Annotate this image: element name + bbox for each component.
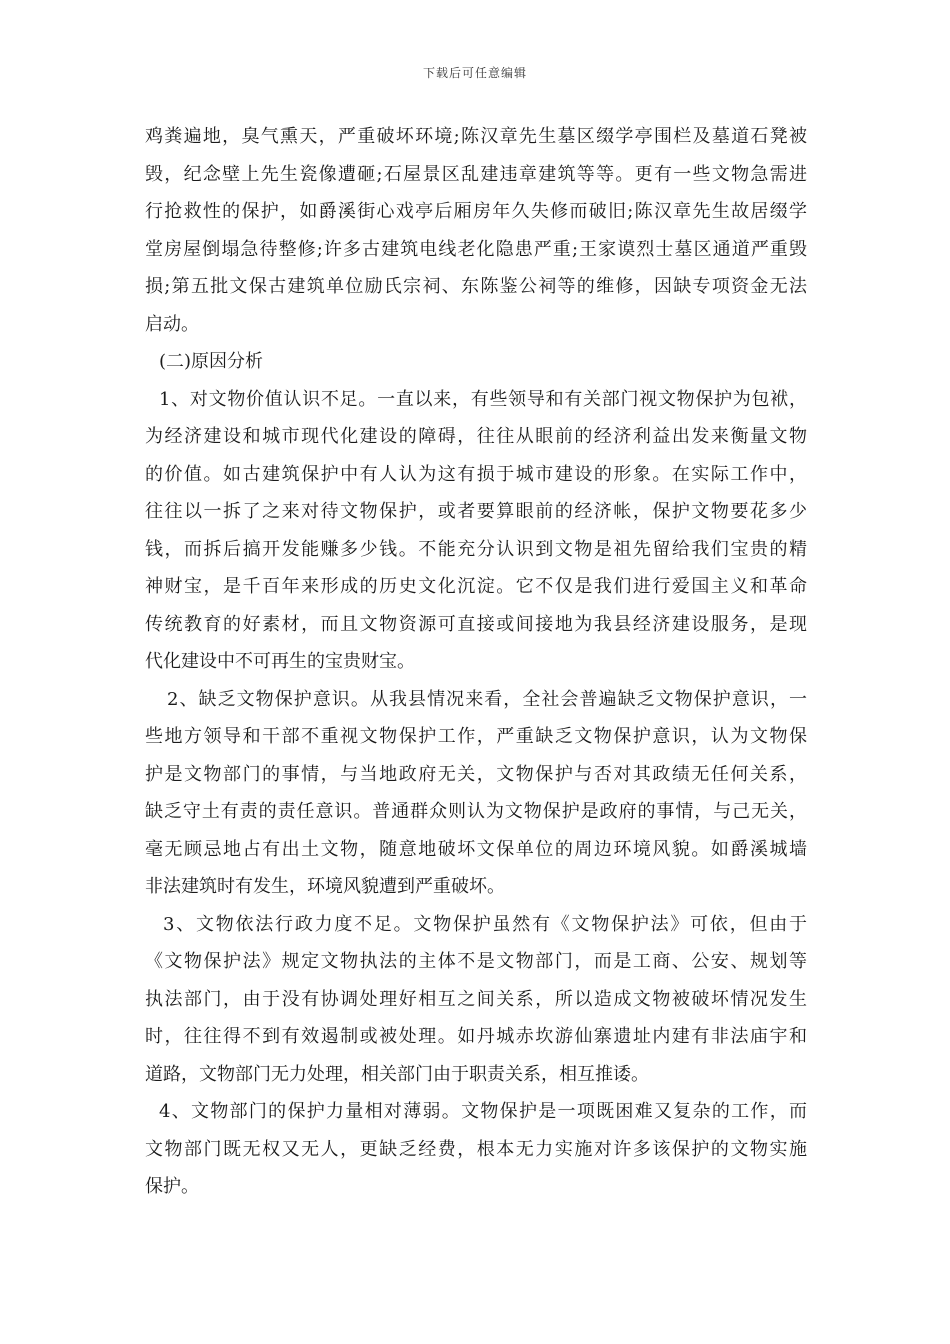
text-line: 护是文物部门的事情，与当地政府无关，文物保护与否对其政绩无任何关系， bbox=[145, 763, 807, 785]
text-line: 道路，文物部门无力处理，相关部门由于职责关系，相互推诿。 bbox=[145, 1063, 649, 1085]
point-4-paragraph bbox=[145, 1093, 807, 1206]
text-line: 3、文物依法行政力度不足。文物保护虽然有《文物保护法》可依，但由于 bbox=[163, 913, 807, 935]
document-body bbox=[145, 118, 807, 1206]
text-line: 毫无顾忌地占有出土文物，随意地破坏文保单位的周边环境风貌。如爵溪城墙 bbox=[145, 838, 807, 860]
text-line: 保护。 bbox=[145, 1176, 199, 1197]
section-heading: (二)原因分析 bbox=[159, 351, 264, 372]
text-line: 时，往往得不到有效遏制或被处理。如丹城赤坎游仙寨遗址内建有非法庙宇和 bbox=[145, 1026, 807, 1047]
text-line: 损;第五批文保古建筑单位励氏宗祠、东陈鉴公祠等的维修，因缺专项资金无法 bbox=[145, 276, 807, 297]
point-1-paragraph bbox=[145, 381, 807, 681]
point-3-paragraph bbox=[145, 906, 807, 1094]
text-line: 钱，而拆后搞开发能赚多少钱。不能充分认识到文物是祖先留给我们宝贵的精 bbox=[145, 538, 807, 560]
continuation-paragraph bbox=[145, 118, 807, 343]
text-line: 4、文物部门的保护力量相对薄弱。文物保护是一项既困难又复杂的工作，而 bbox=[159, 1101, 807, 1122]
text-line: 传统教育的好素材，而且文物资源可直接或间接地为我县经济建设服务，是现 bbox=[145, 613, 807, 635]
text-line: 堂房屋倒塌急待整修;许多古建筑电线老化隐患严重;王家谟烈士墓区通道严重毁 bbox=[145, 238, 807, 260]
text-line: 启动。 bbox=[145, 313, 199, 335]
text-line: 执法部门，由于没有协调处理好相互之间关系，所以造成文物被破坏情况发生 bbox=[145, 988, 807, 1010]
text-line: 1、对文物价值认识不足。一直以来，有些领导和有关部门视文物保护为包袱， bbox=[159, 388, 807, 410]
text-line: 为经济建设和城市现代化建设的障碍，往往从眼前的经济利益出发来衡量文物 bbox=[145, 426, 807, 447]
text-line: 鸡粪遍地，臭气熏天，严重破坏环境;陈汉章先生墓区缀学亭围栏及墓道石凳被 bbox=[145, 126, 807, 147]
text-line: 行抢救性的保护，如爵溪街心戏亭后厢房年久失修而破旧;陈汉章先生故居缀学 bbox=[145, 201, 807, 222]
text-line: 的价值。如古建筑保护中有人认为这有损于城市建设的形象。在实际工作中， bbox=[145, 463, 807, 485]
text-line: 神财宝，是千百年来形成的历史文化沉淀。它不仅是我们进行爱国主义和革命 bbox=[145, 576, 807, 597]
text-line: 《文物保护法》规定文物执法的主体不是文物部门，而是工商、公安、规划等 bbox=[145, 951, 807, 972]
text-line: 代化建设中不可再生的宝贵财宝。 bbox=[145, 651, 415, 672]
text-line: 往往以一拆了之来对待文物保护，或者要算眼前的经济帐，保护文物要花多少 bbox=[145, 501, 807, 522]
text-line: 文物部门既无权又无人，更缺乏经费，根本无力实施对许多该保护的文物实施 bbox=[145, 1138, 807, 1160]
text-line: 缺乏守土有责的责任意识。普通群众则认为文物保护是政府的事情，与己无关， bbox=[145, 801, 807, 822]
text-line: 非法建筑时有发生，环境风貌遭到严重破坏。 bbox=[145, 876, 505, 897]
text-line: 2、缺乏文物保护意识。从我县情况来看，全社会普遍缺乏文物保护意识，一 bbox=[167, 688, 807, 710]
point-2-paragraph bbox=[145, 681, 807, 906]
text-line: 毁，纪念壁上先生瓷像遭砸;石屋景区乱建违章建筑等等。更有一些文物急需进 bbox=[145, 163, 807, 185]
text-line: 些地方领导和干部不重视文物保护工作，严重缺乏文物保护意识，认为文物保 bbox=[145, 726, 807, 747]
page-header-note: 下载后可任意编辑 bbox=[422, 66, 527, 80]
